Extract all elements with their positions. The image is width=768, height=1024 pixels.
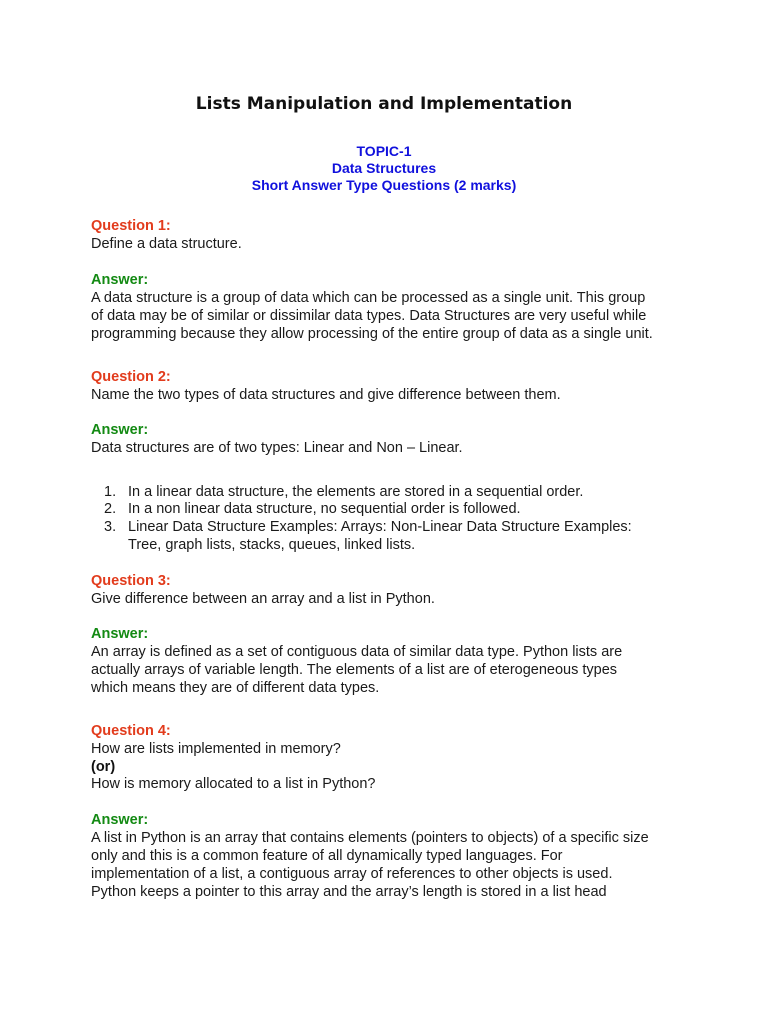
topic-name: Data Structures — [331, 160, 437, 176]
question-1-text: Define a data structure. — [91, 236, 242, 252]
answer-1-line: programming because they allow processing of the entire group of data as a single unit. — [91, 326, 653, 342]
list-item-number: 3. — [104, 519, 117, 535]
answer-1-line: of data may be of similar or dissimilar data types. Data Structures are very useful while — [91, 308, 647, 324]
list-item-text: Linear Data Structure Examples: Arrays: Non-Linear Data Structure Examples: — [128, 519, 632, 535]
answer-1-line: A data structure is a group of data which can be processed as a single unit. This group — [91, 290, 646, 306]
answer-2-intro: Data structures are of two types: Linear and Non – Linear. — [91, 440, 463, 456]
answer-2-label: Answer: — [91, 422, 149, 438]
list-item-text: Tree, graph lists, stacks, queues, linked lists. — [128, 537, 416, 553]
question-4-text: How are lists implemented in memory? — [91, 741, 341, 757]
answer-3-label: Answer: — [91, 626, 149, 642]
list-item-text: In a linear data structure, the elements are stored in a sequential order. — [128, 484, 584, 500]
question-4-text-alt: How is memory allocated to a list in Python? — [91, 776, 376, 792]
answer-3-line: An array is defined as a set of contiguous data of similar data type. Python lists are — [91, 644, 623, 660]
answer-1-label: Answer: — [91, 272, 149, 288]
question-3-text: Give difference between an array and a list in Python. — [91, 591, 435, 607]
answer-4-line: A list in Python is an array that contains elements (pointers to objects) of a specific size — [91, 830, 649, 846]
topic-subtitle: Short Answer Type Questions (2 marks) — [251, 177, 517, 193]
answer-4-label: Answer: — [91, 812, 149, 828]
document-title: Lists Manipulation and Implementation — [195, 94, 573, 114]
topic-number: TOPIC-1 — [356, 143, 412, 159]
list-item-number: 1. — [104, 484, 117, 500]
list-item-text: In a non linear data structure, no sequential order is followed. — [128, 501, 521, 517]
answer-4-line: only and this is a common feature of all dynamically typed languages. For — [91, 848, 563, 864]
question-2-text: Name the two types of data structures and give difference between them. — [91, 387, 561, 403]
or-separator: (or) — [91, 759, 116, 775]
list-item-number: 2. — [104, 501, 117, 517]
answer-3-line: which means they are of different data types. — [91, 680, 380, 696]
question-3-label: Question 3: — [91, 573, 171, 589]
question-4-label: Question 4: — [91, 723, 171, 739]
question-2-label: Question 2: — [91, 369, 171, 385]
question-1-label: Question 1: — [91, 218, 171, 234]
answer-4-line: Python keeps a pointer to this array and the array’s length is stored in a list head — [91, 884, 607, 900]
answer-3-line: actually arrays of variable length. The elements of a list are of eterogeneous types — [91, 662, 618, 678]
answer-4-line: implementation of a list, a contiguous array of references to other objects is used. — [91, 866, 613, 882]
